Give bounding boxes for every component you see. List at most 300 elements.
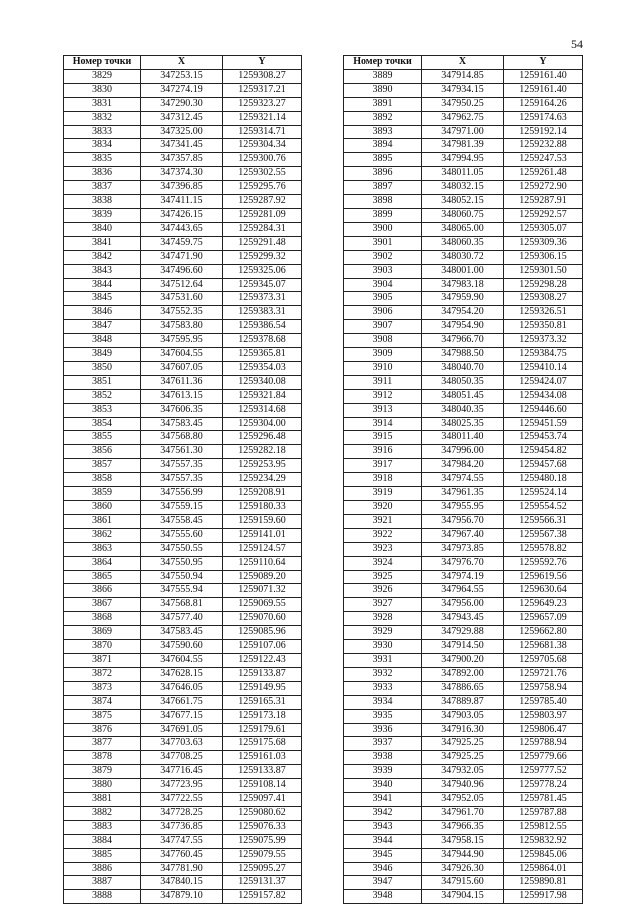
- point-number-cell: 3892: [344, 111, 422, 125]
- point-number-cell: 3902: [344, 250, 422, 264]
- point-number-cell: 3947: [344, 876, 422, 890]
- table-row: [64, 626, 302, 640]
- x-coordinate-cell: 347988.50: [422, 348, 504, 362]
- y-coordinate-cell: 1259788.94: [504, 737, 583, 751]
- x-coordinate-cell: 347253.15: [141, 69, 223, 83]
- y-coordinate-cell: 1259296.48: [223, 431, 302, 445]
- x-coordinate-cell: 347577.40: [141, 612, 223, 626]
- page-number: 54: [571, 37, 583, 51]
- point-number-cell: 3942: [344, 806, 422, 820]
- y-coordinate-cell: 1259180.33: [223, 501, 302, 515]
- x-coordinate-cell: 347396.85: [141, 181, 223, 195]
- x-coordinate-cell: 347646.05: [141, 681, 223, 695]
- point-number-cell: 3918: [344, 473, 422, 487]
- x-coordinate-cell: 347703.63: [141, 737, 223, 751]
- y-coordinate-cell: 1259630.64: [504, 584, 583, 598]
- table-header-row: [64, 56, 302, 70]
- x-coordinate-cell: 347274.19: [141, 83, 223, 97]
- table-row: [344, 403, 583, 417]
- x-coordinate-cell: 347950.25: [422, 97, 504, 111]
- point-number-cell: 3867: [64, 598, 141, 612]
- table-row: [64, 153, 302, 167]
- x-coordinate-cell: 347914.50: [422, 640, 504, 654]
- table-row: [344, 250, 583, 264]
- table-row: [64, 264, 302, 278]
- point-number-cell: 3937: [344, 737, 422, 751]
- point-number-cell: 3929: [344, 626, 422, 640]
- point-number-cell: 3843: [64, 264, 141, 278]
- table-row: [344, 334, 583, 348]
- point-number-cell: 3914: [344, 417, 422, 431]
- point-number-cell: 3906: [344, 306, 422, 320]
- table-row: [344, 626, 583, 640]
- y-coordinate-cell: 1259386.54: [223, 320, 302, 334]
- y-coordinate-cell: 1259325.06: [223, 264, 302, 278]
- y-coordinate-cell: 1259080.62: [223, 806, 302, 820]
- point-number-cell: 3881: [64, 793, 141, 807]
- x-coordinate-cell: 347606.35: [141, 403, 223, 417]
- x-coordinate-cell: 347996.00: [422, 445, 504, 459]
- y-coordinate-cell: 1259373.32: [504, 334, 583, 348]
- table-row: [64, 793, 302, 807]
- table-row: [344, 890, 583, 904]
- table-row: [344, 306, 583, 320]
- table-row: [344, 514, 583, 528]
- x-coordinate-cell: 347426.15: [141, 208, 223, 222]
- header-x: X: [141, 56, 223, 70]
- point-number-cell: 3858: [64, 473, 141, 487]
- y-coordinate-cell: 1259085.96: [223, 626, 302, 640]
- x-coordinate-cell: 347926.30: [422, 862, 504, 876]
- x-coordinate-cell: 348001.00: [422, 264, 504, 278]
- x-coordinate-cell: 347552.35: [141, 306, 223, 320]
- y-coordinate-cell: 1259292.57: [504, 208, 583, 222]
- point-number-cell: 3924: [344, 556, 422, 570]
- table-row: [64, 445, 302, 459]
- table-row: [64, 292, 302, 306]
- point-number-cell: 3883: [64, 820, 141, 834]
- x-coordinate-cell: 347903.05: [422, 709, 504, 723]
- y-coordinate-cell: 1259071.32: [223, 584, 302, 598]
- point-number-cell: 3842: [64, 250, 141, 264]
- x-coordinate-cell: 347944.90: [422, 848, 504, 862]
- y-coordinate-cell: 1259457.68: [504, 459, 583, 473]
- point-number-cell: 3926: [344, 584, 422, 598]
- table-row: [344, 236, 583, 250]
- point-number-cell: 3941: [344, 793, 422, 807]
- x-coordinate-cell: 347966.70: [422, 334, 504, 348]
- table-row: [64, 681, 302, 695]
- x-coordinate-cell: 347916.30: [422, 723, 504, 737]
- x-coordinate-cell: 347964.55: [422, 584, 504, 598]
- table-row: [344, 473, 583, 487]
- table-row: [344, 264, 583, 278]
- y-coordinate-cell: 1259434.08: [504, 389, 583, 403]
- point-number-cell: 3920: [344, 501, 422, 515]
- x-coordinate-cell: 348032.15: [422, 181, 504, 195]
- x-coordinate-cell: 347961.35: [422, 487, 504, 501]
- x-coordinate-cell: 347760.45: [141, 848, 223, 862]
- x-coordinate-cell: 347557.35: [141, 459, 223, 473]
- y-coordinate-cell: 1259812.55: [504, 820, 583, 834]
- y-coordinate-cell: 1259314.71: [223, 125, 302, 139]
- x-coordinate-cell: 347955.95: [422, 501, 504, 515]
- y-coordinate-cell: 1259161.03: [223, 751, 302, 765]
- x-coordinate-cell: 347550.55: [141, 542, 223, 556]
- point-number-cell: 3878: [64, 751, 141, 765]
- y-coordinate-cell: 1259657.09: [504, 612, 583, 626]
- point-number-cell: 3836: [64, 167, 141, 181]
- point-number-cell: 3862: [64, 528, 141, 542]
- y-coordinate-cell: 1259308.27: [223, 69, 302, 83]
- table-row: [344, 389, 583, 403]
- y-coordinate-cell: 1259302.55: [223, 167, 302, 181]
- point-number-cell: 3853: [64, 403, 141, 417]
- table-row: [64, 111, 302, 125]
- x-coordinate-cell: 347555.60: [141, 528, 223, 542]
- point-number-cell: 3875: [64, 709, 141, 723]
- y-coordinate-cell: 1259480.18: [504, 473, 583, 487]
- table-header-row: [344, 56, 583, 70]
- x-coordinate-cell: 347967.40: [422, 528, 504, 542]
- point-number-cell: 3894: [344, 139, 422, 153]
- table-row: [64, 653, 302, 667]
- point-number-cell: 3887: [64, 876, 141, 890]
- table-row: [344, 111, 583, 125]
- y-coordinate-cell: 1259453.74: [504, 431, 583, 445]
- x-coordinate-cell: 348060.75: [422, 208, 504, 222]
- y-coordinate-cell: 1259803.97: [504, 709, 583, 723]
- table-row: [64, 208, 302, 222]
- table-row: [344, 751, 583, 765]
- table-row: [64, 320, 302, 334]
- table-row: [344, 348, 583, 362]
- y-coordinate-cell: 1259089.20: [223, 570, 302, 584]
- point-number-cell: 3840: [64, 222, 141, 236]
- y-coordinate-cell: 1259122.43: [223, 653, 302, 667]
- x-coordinate-cell: 347555.94: [141, 584, 223, 598]
- y-coordinate-cell: 1259785.40: [504, 695, 583, 709]
- table-row: [344, 709, 583, 723]
- y-coordinate-cell: 1259451.59: [504, 417, 583, 431]
- x-coordinate-cell: 347886.65: [422, 681, 504, 695]
- point-number-cell: 3849: [64, 348, 141, 362]
- x-coordinate-cell: 347956.00: [422, 598, 504, 612]
- point-number-cell: 3863: [64, 542, 141, 556]
- y-coordinate-cell: 1259149.95: [223, 681, 302, 695]
- x-coordinate-cell: 348051.45: [422, 389, 504, 403]
- y-coordinate-cell: 1259305.07: [504, 222, 583, 236]
- x-coordinate-cell: 347904.15: [422, 890, 504, 904]
- point-number-cell: 3838: [64, 195, 141, 209]
- x-coordinate-cell: 347550.94: [141, 570, 223, 584]
- table-row: [64, 250, 302, 264]
- point-number-cell: 3870: [64, 640, 141, 654]
- y-coordinate-cell: 1259232.88: [504, 139, 583, 153]
- table-row: [64, 737, 302, 751]
- point-number-cell: 3938: [344, 751, 422, 765]
- point-number-cell: 3885: [64, 848, 141, 862]
- y-coordinate-cell: 1259175.68: [223, 737, 302, 751]
- point-number-cell: 3940: [344, 779, 422, 793]
- y-coordinate-cell: 1259317.21: [223, 83, 302, 97]
- table-row: [64, 403, 302, 417]
- x-coordinate-cell: 347568.81: [141, 598, 223, 612]
- point-number-cell: 3928: [344, 612, 422, 626]
- point-number-cell: 3903: [344, 264, 422, 278]
- y-coordinate-cell: 1259321.84: [223, 389, 302, 403]
- table-row: [344, 584, 583, 598]
- header-y: Y: [504, 56, 583, 70]
- y-coordinate-cell: 1259662.80: [504, 626, 583, 640]
- coordinates-table-right: [343, 55, 583, 904]
- point-number-cell: 3900: [344, 222, 422, 236]
- y-coordinate-cell: 1259424.07: [504, 375, 583, 389]
- point-number-cell: 3916: [344, 445, 422, 459]
- y-coordinate-cell: 1259301.50: [504, 264, 583, 278]
- x-coordinate-cell: 347590.60: [141, 640, 223, 654]
- y-coordinate-cell: 1259777.52: [504, 765, 583, 779]
- x-coordinate-cell: 347952.05: [422, 793, 504, 807]
- y-coordinate-cell: 1259284.31: [223, 222, 302, 236]
- x-coordinate-cell: 347558.45: [141, 514, 223, 528]
- table-row: [344, 556, 583, 570]
- table-row: [64, 236, 302, 250]
- table-row: [344, 69, 583, 83]
- y-coordinate-cell: 1259300.76: [223, 153, 302, 167]
- table-row: [344, 222, 583, 236]
- y-coordinate-cell: 1259845.06: [504, 848, 583, 862]
- table-row: [344, 570, 583, 584]
- y-coordinate-cell: 1259299.32: [223, 250, 302, 264]
- y-coordinate-cell: 1259592.76: [504, 556, 583, 570]
- x-coordinate-cell: 347583.80: [141, 320, 223, 334]
- y-coordinate-cell: 1259174.63: [504, 111, 583, 125]
- y-coordinate-cell: 1259133.87: [223, 667, 302, 681]
- point-number-cell: 3856: [64, 445, 141, 459]
- table-row: [344, 292, 583, 306]
- y-coordinate-cell: 1259304.00: [223, 417, 302, 431]
- point-number-cell: 3835: [64, 153, 141, 167]
- point-number-cell: 3854: [64, 417, 141, 431]
- point-number-cell: 3841: [64, 236, 141, 250]
- y-coordinate-cell: 1259314.68: [223, 403, 302, 417]
- point-number-cell: 3865: [64, 570, 141, 584]
- point-number-cell: 3847: [64, 320, 141, 334]
- point-number-cell: 3921: [344, 514, 422, 528]
- y-coordinate-cell: 1259208.91: [223, 487, 302, 501]
- table-row: [64, 83, 302, 97]
- y-coordinate-cell: 1259323.27: [223, 97, 302, 111]
- x-coordinate-cell: 347716.45: [141, 765, 223, 779]
- x-coordinate-cell: 347559.15: [141, 501, 223, 515]
- x-coordinate-cell: 347940.96: [422, 779, 504, 793]
- table-row: [64, 834, 302, 848]
- x-coordinate-cell: 347840.15: [141, 876, 223, 890]
- point-number-cell: 3922: [344, 528, 422, 542]
- point-number-cell: 3874: [64, 695, 141, 709]
- x-coordinate-cell: 347934.15: [422, 83, 504, 97]
- y-coordinate-cell: 1259384.75: [504, 348, 583, 362]
- point-number-cell: 3917: [344, 459, 422, 473]
- y-coordinate-cell: 1259309.36: [504, 236, 583, 250]
- x-coordinate-cell: 347961.70: [422, 806, 504, 820]
- table-row: [344, 278, 583, 292]
- point-number-cell: 3851: [64, 375, 141, 389]
- y-coordinate-cell: 1259454.82: [504, 445, 583, 459]
- x-coordinate-cell: 347628.15: [141, 667, 223, 681]
- table-row: [64, 97, 302, 111]
- x-coordinate-cell: 347496.60: [141, 264, 223, 278]
- y-coordinate-cell: 1259131.37: [223, 876, 302, 890]
- y-coordinate-cell: 1259806.47: [504, 723, 583, 737]
- table-row: [344, 667, 583, 681]
- y-coordinate-cell: 1259295.76: [223, 181, 302, 195]
- x-coordinate-cell: 348030.72: [422, 250, 504, 264]
- table-row: [344, 806, 583, 820]
- y-coordinate-cell: 1259524.14: [504, 487, 583, 501]
- table-row: [64, 612, 302, 626]
- table-row: [344, 361, 583, 375]
- point-number-cell: 3911: [344, 375, 422, 389]
- table-row: [64, 69, 302, 83]
- y-coordinate-cell: 1259161.40: [504, 83, 583, 97]
- point-number-cell: 3897: [344, 181, 422, 195]
- x-coordinate-cell: 347561.30: [141, 445, 223, 459]
- x-coordinate-cell: 347290.30: [141, 97, 223, 111]
- point-number-cell: 3945: [344, 848, 422, 862]
- x-coordinate-cell: 347708.25: [141, 751, 223, 765]
- x-coordinate-cell: 347728.25: [141, 806, 223, 820]
- point-number-cell: 3886: [64, 862, 141, 876]
- x-coordinate-cell: 347512.64: [141, 278, 223, 292]
- x-coordinate-cell: 347959.90: [422, 292, 504, 306]
- x-coordinate-cell: 347607.05: [141, 361, 223, 375]
- x-coordinate-cell: 347983.18: [422, 278, 504, 292]
- table-row: [64, 695, 302, 709]
- table-row: [344, 459, 583, 473]
- x-coordinate-cell: 347981.39: [422, 139, 504, 153]
- x-coordinate-cell: 347550.95: [141, 556, 223, 570]
- point-number-cell: 3834: [64, 139, 141, 153]
- point-number-cell: 3891: [344, 97, 422, 111]
- x-coordinate-cell: 347900.20: [422, 653, 504, 667]
- x-coordinate-cell: 347994.95: [422, 153, 504, 167]
- coordinates-table-left: [63, 55, 302, 904]
- y-coordinate-cell: 1259298.28: [504, 278, 583, 292]
- x-coordinate-cell: 347604.55: [141, 348, 223, 362]
- y-coordinate-cell: 1259340.08: [223, 375, 302, 389]
- point-number-cell: 3896: [344, 167, 422, 181]
- table-row: [64, 640, 302, 654]
- y-coordinate-cell: 1259272.90: [504, 181, 583, 195]
- table-row: [64, 487, 302, 501]
- x-coordinate-cell: 347341.45: [141, 139, 223, 153]
- x-coordinate-cell: 347879.10: [141, 890, 223, 904]
- x-coordinate-cell: 347722.55: [141, 793, 223, 807]
- y-coordinate-cell: 1259076.33: [223, 820, 302, 834]
- y-coordinate-cell: 1259354.03: [223, 361, 302, 375]
- y-coordinate-cell: 1259619.56: [504, 570, 583, 584]
- x-coordinate-cell: 347962.75: [422, 111, 504, 125]
- point-number-cell: 3884: [64, 834, 141, 848]
- x-coordinate-cell: 347958.15: [422, 834, 504, 848]
- table-row: [64, 167, 302, 181]
- y-coordinate-cell: 1259705.68: [504, 653, 583, 667]
- table-row: [64, 806, 302, 820]
- table-row: [344, 501, 583, 515]
- table-row: [344, 97, 583, 111]
- table-row: [344, 375, 583, 389]
- x-coordinate-cell: 347583.45: [141, 626, 223, 640]
- table-row: [64, 375, 302, 389]
- y-coordinate-cell: 1259383.31: [223, 306, 302, 320]
- y-coordinate-cell: 1259075.99: [223, 834, 302, 848]
- point-number-cell: 3898: [344, 195, 422, 209]
- table-row: [344, 208, 583, 222]
- y-coordinate-cell: 1259261.48: [504, 167, 583, 181]
- point-number-cell: 3872: [64, 667, 141, 681]
- table-row: [64, 361, 302, 375]
- table-row: [344, 695, 583, 709]
- table-row: [344, 779, 583, 793]
- point-number-cell: 3829: [64, 69, 141, 83]
- table-row: [344, 598, 583, 612]
- table-row: [64, 334, 302, 348]
- point-number-cell: 3946: [344, 862, 422, 876]
- table-row: [344, 653, 583, 667]
- y-coordinate-cell: 1259159.60: [223, 514, 302, 528]
- point-number-cell: 3877: [64, 737, 141, 751]
- table-row: [64, 306, 302, 320]
- table-row: [344, 542, 583, 556]
- x-coordinate-cell: 348060.35: [422, 236, 504, 250]
- y-coordinate-cell: 1259378.68: [223, 334, 302, 348]
- table-row: [64, 890, 302, 904]
- point-number-cell: 3889: [344, 69, 422, 83]
- table-row: [64, 195, 302, 209]
- table-row: [64, 765, 302, 779]
- table-row: [64, 542, 302, 556]
- point-number-cell: 3844: [64, 278, 141, 292]
- x-coordinate-cell: 347556.99: [141, 487, 223, 501]
- y-coordinate-cell: 1259141.01: [223, 528, 302, 542]
- point-number-cell: 3919: [344, 487, 422, 501]
- point-number-cell: 3932: [344, 667, 422, 681]
- y-coordinate-cell: 1259161.40: [504, 69, 583, 83]
- point-number-cell: 3861: [64, 514, 141, 528]
- x-coordinate-cell: 348040.35: [422, 403, 504, 417]
- y-coordinate-cell: 1259832.92: [504, 834, 583, 848]
- y-coordinate-cell: 1259095.27: [223, 862, 302, 876]
- y-coordinate-cell: 1259326.51: [504, 306, 583, 320]
- y-coordinate-cell: 1259133.87: [223, 765, 302, 779]
- y-coordinate-cell: 1259778.24: [504, 779, 583, 793]
- header-point-number: Номер точки: [64, 56, 141, 70]
- y-coordinate-cell: 1259253.95: [223, 459, 302, 473]
- table-row: [344, 320, 583, 334]
- table-row: [64, 181, 302, 195]
- point-number-cell: 3855: [64, 431, 141, 445]
- point-number-cell: 3866: [64, 584, 141, 598]
- table-row: [344, 417, 583, 431]
- point-number-cell: 3876: [64, 723, 141, 737]
- y-coordinate-cell: 1259107.06: [223, 640, 302, 654]
- point-number-cell: 3864: [64, 556, 141, 570]
- table-row: [64, 278, 302, 292]
- point-number-cell: 3912: [344, 389, 422, 403]
- y-coordinate-cell: 1259097.41: [223, 793, 302, 807]
